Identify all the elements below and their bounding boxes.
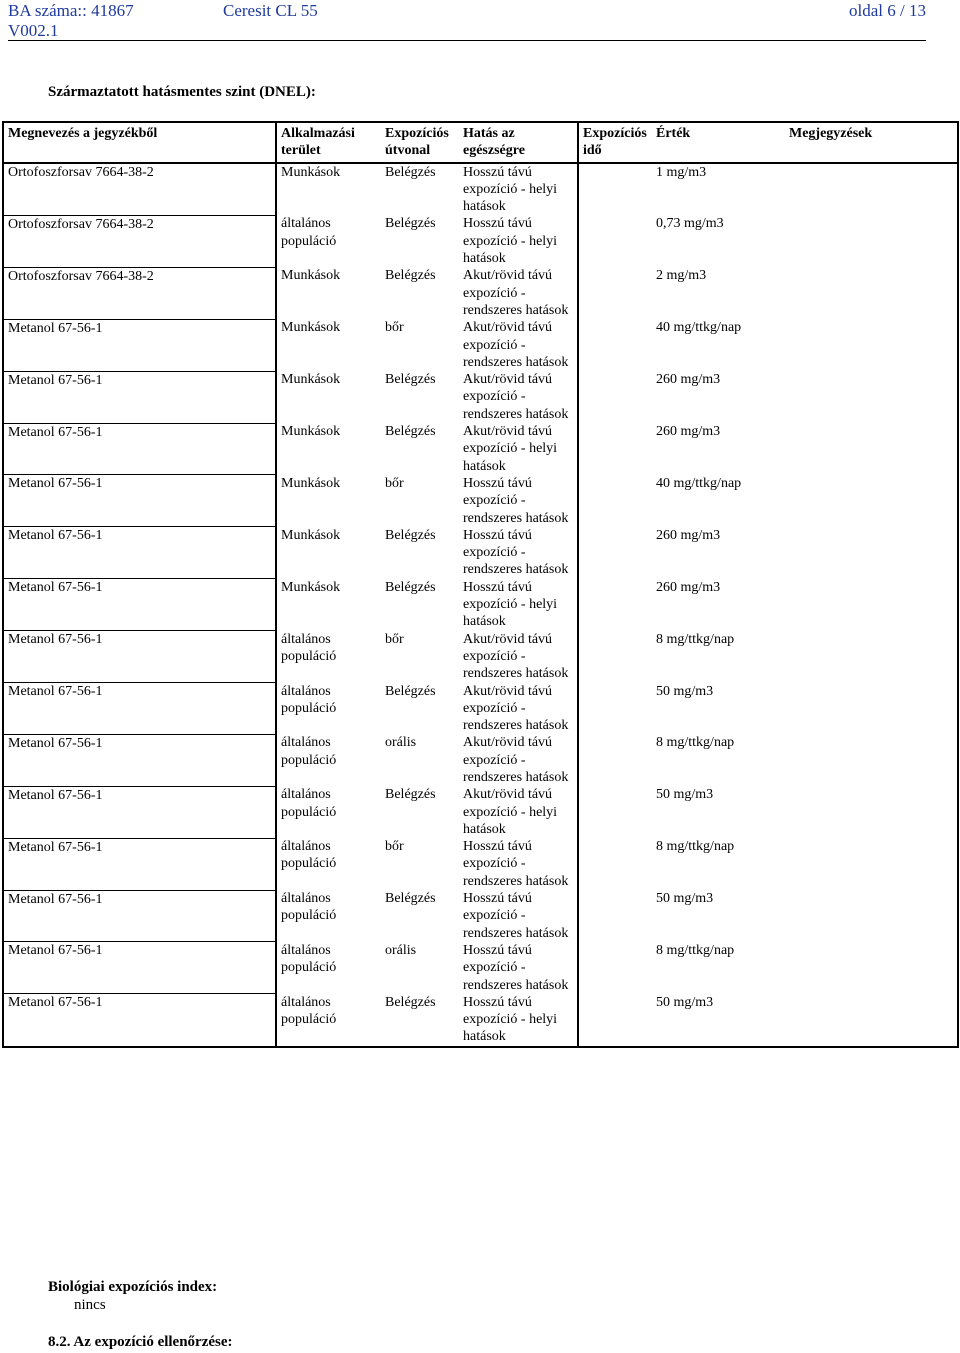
col-header-effect: Hatás az egészségre — [463, 126, 525, 159]
cell-time — [578, 371, 652, 423]
cell-value: 260 mg/m3 — [656, 579, 721, 595]
table-row — [3, 683, 958, 735]
cell-route: Belégzés — [381, 994, 459, 1047]
cell-value: 260 mg/m3 — [656, 527, 721, 543]
cell-effect: Hosszú távú expozíció - rendszeres hatások — [463, 839, 569, 889]
cell-notes — [785, 423, 958, 475]
cell-area: Munkások — [276, 475, 381, 527]
table-row — [3, 579, 958, 631]
cell-value: 1 mg/m3 — [656, 164, 707, 180]
cell-value: 260 mg/m3 — [656, 424, 721, 440]
cell-route: Belégzés — [385, 683, 436, 699]
cell-area: Munkások — [276, 163, 381, 216]
cell-effect: Hosszú távú expozíció - helyi hatások — [463, 164, 558, 215]
cell-notes — [785, 215, 958, 267]
cell-time — [578, 994, 652, 1047]
cell-notes — [785, 890, 958, 942]
cell-value: 8 mg/ttkg/nap — [656, 735, 735, 751]
cell-notes — [785, 163, 958, 216]
table-row — [3, 371, 958, 423]
cell-effect: Akut/rövid távú expozíció - rendszeres hatások — [463, 735, 569, 785]
cell-value: 50 mg/m3 — [652, 994, 785, 1047]
cell-name: Metanol 67-56-1 — [3, 475, 276, 527]
cell-notes — [785, 475, 958, 527]
cell-name: Metanol 67-56-1 — [3, 683, 276, 735]
ba-number: BA száma:: 41867 — [8, 1, 134, 20]
cell-time — [578, 267, 652, 319]
col-header-name: Megnevezés a jegyzékből — [3, 122, 276, 163]
cell-value: 50 mg/m3 — [656, 683, 714, 699]
cell-time — [578, 319, 652, 371]
cell-effect: Hosszú távú expozíció - helyi hatások — [463, 579, 558, 630]
table-row — [3, 994, 958, 1047]
cell-notes — [785, 683, 958, 735]
cell-area: általános populáció — [276, 683, 381, 735]
cell-name: Metanol 67-56-1 — [3, 371, 276, 423]
cell-area: Munkások — [276, 579, 381, 631]
table-row — [3, 215, 958, 267]
cell-area: Munkások — [276, 267, 381, 319]
cell-route: orális — [385, 735, 417, 751]
col-header-route: Expozíciós útvonal — [385, 126, 449, 159]
cell-value: 8 mg/ttkg/nap — [656, 631, 735, 647]
cell-notes — [785, 942, 958, 994]
table-row — [3, 267, 958, 319]
cell-notes — [785, 786, 958, 838]
cell-time — [578, 215, 652, 267]
cell-name: Ortofoszforsav 7664-38-2 — [3, 267, 276, 319]
cell-name: Metanol 67-56-1 — [3, 890, 276, 942]
cell-time — [578, 631, 652, 683]
table-row — [3, 423, 958, 475]
cell-value: 2 mg/m3 — [656, 268, 707, 284]
cell-value: 260 mg/m3 — [656, 372, 721, 388]
cell-area: Munkások — [276, 371, 381, 423]
cell-notes — [785, 838, 958, 890]
table-row — [3, 838, 958, 890]
cell-route: orális — [385, 942, 417, 958]
col-header-notes: Megjegyzések — [785, 122, 958, 163]
cell-area: általános populáció — [276, 631, 381, 683]
cell-area: Munkások — [276, 319, 381, 371]
cell-time — [578, 890, 652, 942]
cell-value: 8 mg/ttkg/nap — [656, 839, 735, 855]
cell-route: Belégzés — [385, 527, 436, 543]
cell-area: általános populáció — [276, 786, 381, 838]
table-row — [3, 527, 958, 579]
cell-time — [578, 423, 652, 475]
col-header-value: Érték — [656, 126, 691, 141]
cell-value: 50 mg/m3 — [656, 891, 714, 907]
cell-area: általános populáció — [276, 215, 381, 267]
cell-route: Belégzés — [385, 579, 436, 595]
cell-notes — [785, 267, 958, 319]
cell-time — [578, 683, 652, 735]
cell-time — [578, 786, 652, 838]
next-section-title: 8.2. Az expozíció ellenőrzése: — [48, 1334, 233, 1350]
table-row — [3, 631, 958, 683]
col-header-area: Alkalmazási terület — [276, 122, 381, 163]
cell-value: 40 mg/ttkg/nap — [656, 320, 742, 336]
cell-area: általános populáció — [276, 994, 381, 1047]
biological-index-title: Biológiai expozíciós index: — [48, 1279, 218, 1295]
cell-name: Metanol 67-56-1 — [3, 838, 276, 890]
cell-effect: Akut/rövid távú expozíció - rendszeres hatások — [463, 372, 569, 422]
cell-effect: Hosszú távú expozíció - rendszeres hatások — [463, 942, 569, 993]
cell-effect: Akut/rövid távú expozíció - helyi hatások — [463, 424, 558, 474]
cell-name: Ortofoszforsav 7664-38-2 — [3, 163, 276, 216]
cell-effect: Hosszú távú expozíció - rendszeres hatások — [463, 891, 569, 941]
dnel-table — [2, 121, 959, 1048]
cell-route: bőr — [385, 839, 404, 855]
table-row — [3, 319, 958, 371]
cell-value: 0,73 mg/m3 — [656, 216, 724, 232]
cell-area: általános populáció — [276, 838, 381, 890]
table-header-row — [3, 122, 958, 163]
header-divider — [8, 40, 926, 41]
cell-time — [578, 579, 652, 631]
table-row — [3, 734, 958, 786]
col-header-time: Expozíciós idő — [578, 122, 652, 163]
biological-index-value: nincs — [74, 1297, 106, 1313]
section-title: Származtatott hatásmentes szint (DNEL): — [48, 84, 316, 100]
cell-effect: Akut/rövid távú expozíció - rendszeres hatások — [463, 320, 569, 370]
cell-time — [578, 527, 652, 579]
table-body — [3, 163, 958, 1047]
table-row — [3, 475, 958, 527]
table-row — [3, 890, 958, 942]
cell-value: 40 mg/ttkg/nap — [656, 475, 742, 491]
cell-area: általános populáció — [276, 942, 381, 994]
cell-notes — [785, 631, 958, 683]
cell-time — [578, 734, 652, 786]
page-number: oldal 6 / 13 — [849, 1, 926, 20]
cell-effect: Hosszú távú expozíció - rendszeres hatások — [463, 475, 569, 526]
cell-effect: Hosszú távú expozíció - rendszeres hatások — [463, 527, 569, 578]
cell-value: 50 mg/m3 — [656, 787, 714, 803]
cell-notes — [785, 994, 958, 1047]
cell-name: Metanol 67-56-1 — [3, 786, 276, 838]
cell-route: Belégzés — [385, 372, 436, 388]
cell-effect: Akut/rövid távú expozíció - rendszeres hatások — [463, 683, 569, 734]
cell-value: 8 mg/ttkg/nap — [656, 942, 735, 958]
cell-notes — [785, 734, 958, 786]
cell-notes — [785, 319, 958, 371]
cell-route: Belégzés — [385, 216, 436, 232]
table-row — [3, 163, 958, 216]
cell-route: Belégzés — [385, 268, 436, 284]
cell-name: Metanol 67-56-1 — [3, 942, 276, 994]
cell-name: Metanol 67-56-1 — [3, 994, 276, 1047]
cell-notes — [785, 579, 958, 631]
cell-time — [578, 838, 652, 890]
cell-effect: Akut/rövid távú expozíció - helyi hatások — [463, 787, 558, 837]
product-name: Ceresit CL 55 — [223, 1, 318, 20]
cell-area: általános populáció — [276, 890, 381, 942]
cell-name: Metanol 67-56-1 — [3, 579, 276, 631]
cell-route: Belégzés — [385, 787, 436, 803]
cell-name: Metanol 67-56-1 — [3, 631, 276, 683]
page-header — [8, 0, 926, 42]
cell-effect: Hosszú távú expozíció - helyi hatások — [463, 216, 558, 267]
cell-notes — [785, 371, 958, 423]
cell-route: Belégzés — [385, 891, 436, 907]
cell-route: Belégzés — [385, 164, 436, 180]
cell-time — [578, 475, 652, 527]
cell-area: általános populáció — [276, 734, 381, 786]
table-row — [3, 942, 958, 994]
cell-effect: Akut/rövid távú expozíció - rendszeres hatások — [463, 631, 569, 682]
cell-effect: Hosszú távú expozíció - helyi hatások — [459, 994, 578, 1047]
table-row — [3, 786, 958, 838]
cell-area: Munkások — [276, 423, 381, 475]
cell-route: bőr — [385, 475, 404, 491]
cell-route: Belégzés — [385, 424, 436, 440]
cell-name: Metanol 67-56-1 — [3, 319, 276, 371]
cell-time — [578, 163, 652, 216]
cell-name: Metanol 67-56-1 — [3, 527, 276, 579]
cell-notes — [785, 527, 958, 579]
cell-name: Metanol 67-56-1 — [3, 734, 276, 786]
cell-time — [578, 942, 652, 994]
cell-effect: Akut/rövid távú expozíció - rendszeres hatások — [463, 268, 569, 318]
cell-route: bőr — [385, 631, 404, 647]
version-label: V002.1 — [8, 21, 59, 40]
cell-name: Metanol 67-56-1 — [3, 423, 276, 475]
cell-name: Ortofoszforsav 7664-38-2 — [3, 215, 276, 267]
cell-area: Munkások — [276, 527, 381, 579]
cell-route: bőr — [385, 320, 404, 336]
